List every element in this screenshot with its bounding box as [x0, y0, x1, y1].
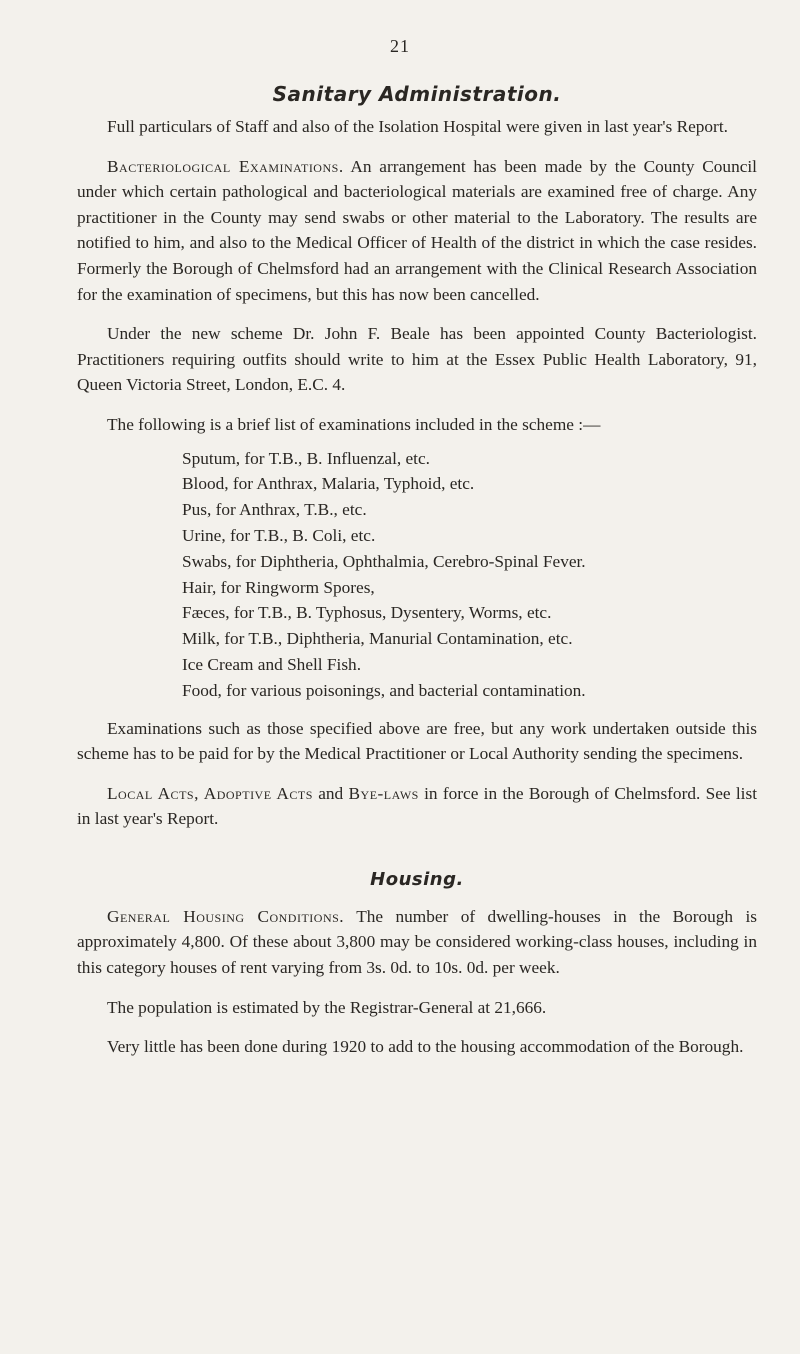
- bacteriological-paragraph: [77, 154, 757, 308]
- bacteriological-text: An arrangement has been made by the County Council under which certain pathological and bacteriological materials are examined free of charge. Any practitioner in the County may send swabs or other material to the Laboratory. The results are notified to him, and also to the Medical Officer of Health of the district in which the case resides. Formerly the Borough of Chelmsford had an arrangement with the Clinical Research Association for the examination of specimens, but this has now been cancelled.: [77, 156, 757, 304]
- general-housing-paragraph: [77, 904, 757, 981]
- list-item: Swabs, for Diphtheria, Ophthalmia, Cerebro-Spinal Fever.: [182, 551, 586, 571]
- list-item: Pus, for Anthrax, T.B., etc.: [182, 500, 367, 520]
- list-item: Milk, for T.B., Diphtheria, Manurial Contamination, etc.: [182, 629, 573, 649]
- list-item: Hair, for Ringworm Spores,: [182, 577, 375, 597]
- list-item: Ice Cream and Shell Fish.: [182, 654, 362, 674]
- local-acts-lead: Local Acts, Adoptive Acts: [107, 783, 313, 803]
- very-little-paragraph: Very little has been done during 1920 to add to the housing accommodation of the Borough.: [107, 1037, 744, 1057]
- local-acts-paragraph: [77, 781, 757, 832]
- list-item: Fæces, for T.B., B. Typhosus, Dysentery, Worms, etc.: [182, 603, 552, 623]
- list-item: Food, for various poisonings, and bacterial contamination.: [182, 680, 586, 700]
- page-number: 21: [390, 36, 410, 56]
- general-housing-text: The number of dwelling-houses in the Borough is approximately 4,800. Of these about 3,800 may be considered working-class houses, including in this category houses of rent varying from 3s. 0d. to 10s. 0d. per week.: [77, 906, 758, 978]
- population-paragraph: The population is estimated by the Registrar-General at 21,666.: [107, 997, 547, 1017]
- sanitary-administration-heading: Sanitary Administration.: [272, 82, 562, 106]
- list-intro-paragraph: The following is a brief list of examinations included in the scheme :—: [107, 414, 601, 434]
- list-item: Blood, for Anthrax, Malaria, Typhoid, etc.: [182, 474, 475, 494]
- intro-paragraph: Full particulars of Staff and also of the Isolation Hospital were given in last year's Report.: [107, 117, 728, 136]
- bacteriological-lead: Bacteriological Examinations.: [107, 156, 344, 176]
- list-item: Sputum, for T.B., B. Influenzal, etc.: [182, 448, 430, 468]
- free-note-paragraph: Examinations such as those specified above are free, but any work undertaken outside this scheme has to be paid for by the Medical Practitioner or Local Authority sending the specimens.: [77, 718, 757, 764]
- page-content: [77, 80, 757, 1074]
- examinations-list: [77, 446, 757, 704]
- housing-heading: Housing.: [370, 868, 464, 890]
- general-housing-lead: General Housing Conditions.: [107, 906, 345, 926]
- local-acts-text: in force in the Borough of Chelmsford. See list in last year's Report.: [77, 783, 757, 829]
- local-acts-and: and: [312, 783, 349, 803]
- bye-laws-lead: Bye-laws: [348, 783, 419, 803]
- new-scheme-paragraph: Under the new scheme Dr. John F. Beale has been appointed County Bacteriologist. Practitioners requiring outfits should write to him at the Essex Public Health Laboratory, 91, Queen Victoria Street, London, E.C. 4.: [77, 324, 757, 395]
- list-item: Urine, for T.B., B. Coli, etc.: [182, 525, 376, 545]
